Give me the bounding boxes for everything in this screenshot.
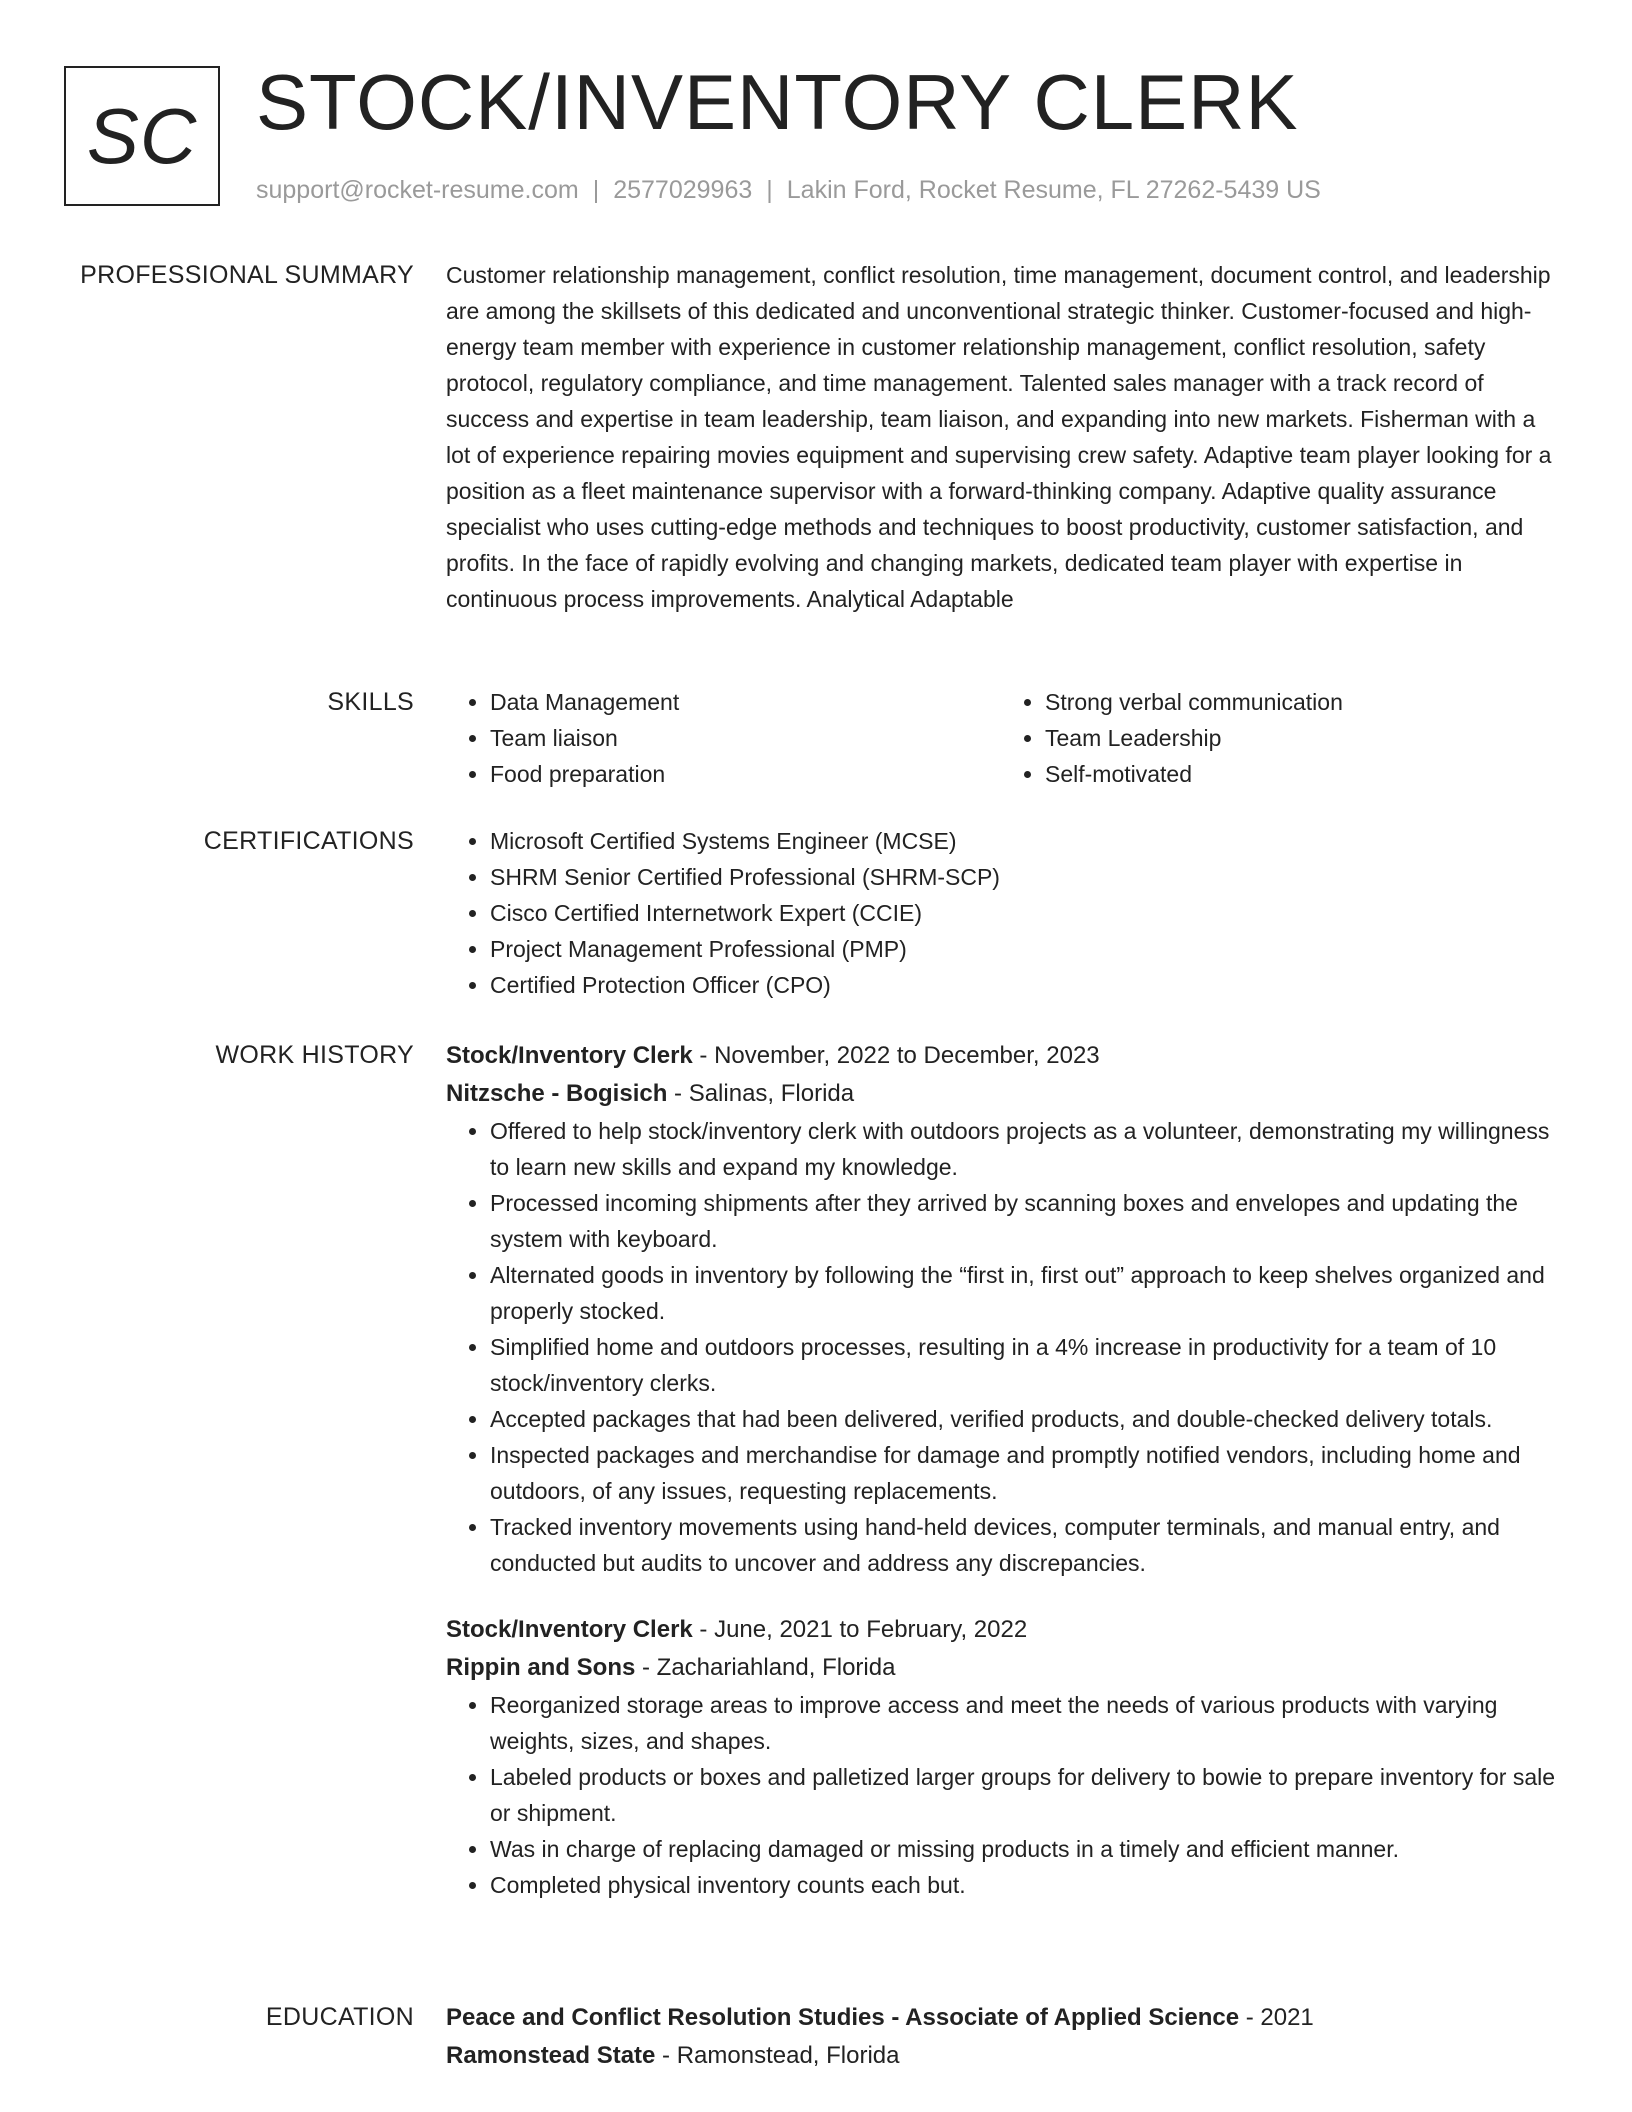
certification-item: • Certified Protection Officer (CPO) <box>490 967 1556 1003</box>
education-body <box>446 1999 1556 2075</box>
job-company-line <box>446 1075 1556 1113</box>
job-bullet: • Was in charge of replacing damaged or missing products in a timely and efficient manner. <box>490 1831 1556 1867</box>
contact-address: Lakin Ford, Rocket Resume, FL 27262-5439 US <box>786 176 1321 204</box>
job-location: - Zachariahland, Florida <box>635 1654 896 1681</box>
job-bullet: • Inspected packages and merchandise for damage and promptly notified vendors, including home and outdoors, of any issues, requesting replacements. <box>490 1437 1556 1509</box>
job-title: Stock/Inventory Clerk <box>446 1616 693 1643</box>
education-school-line <box>446 2037 1556 2075</box>
skill-item: • Data Management <box>490 684 1001 720</box>
job-entry <box>446 1037 1556 1581</box>
job-bullets <box>446 1113 1556 1581</box>
summary-label: PROFESSIONAL SUMMARY <box>80 261 414 289</box>
job-entry <box>446 1611 1556 1903</box>
summary-text: Customer relationship management, conflict resolution, time management, document control, and leadership are among the skillsets of this dedicated and unconventional strategic thinker. Customer-focused and high-energy team member with experience in customer relationship management, conflict resolution, safety protocol, regulatory compliance, and time management. Talented sales manager with a track record of success and expertise in team leadership, team liaison, and expanding into new markets. Fisherman with a lot of experience repairing movies equipment and supervising crew safety. Adaptive team player looking for a position as a fleet maintenance supervisor with a forward-thinking company. Adaptive quality assurance specialist who uses cutting-edge methods and techniques to boost productivity, customer satisfaction, and profits. In the face of rapidly evolving and changing markets, dedicated team player with expertise in continuous process improvements. Analytical Adaptable <box>446 262 1552 612</box>
job-bullet: • Alternated goods in inventory by following the “first in, first out” approach to keep shelves organized and properly stocked. <box>490 1257 1556 1329</box>
skill-item: • Strong verbal communication <box>1045 684 1556 720</box>
job-company: Nitzsche - Bogisich <box>446 1080 668 1107</box>
certifications-body <box>446 823 1556 1003</box>
certifications-label: CERTIFICATIONS <box>203 827 414 855</box>
job-title-line <box>446 1037 1556 1075</box>
skill-item: • Food preparation <box>490 756 1001 792</box>
certification-item: • Project Management Professional (PMP) <box>490 931 1556 967</box>
job-bullet: • Tracked inventory movements using hand-held devices, computer terminals, and manual entry, and conducted but audits to uncover and address any discrepancies. <box>490 1509 1556 1581</box>
certifications-list <box>446 823 1556 1003</box>
contact-email: support@rocket-resume.com <box>256 176 579 204</box>
job-location: - Salinas, Florida <box>667 1080 855 1107</box>
education-degree: Peace and Conflict Resolution Studies - Associate of Applied Science <box>446 2004 1240 2031</box>
skills-label: SKILLS <box>327 688 414 716</box>
contact-separator: | <box>592 176 600 204</box>
monogram-box <box>64 66 220 206</box>
job-company-line <box>446 1649 1556 1687</box>
certification-item: • Cisco Certified Internetwork Expert (CCIE) <box>490 895 1556 931</box>
job-bullet: • Processed incoming shipments after they arrived by scanning boxes and envelopes and updating the system with keyboard. <box>490 1185 1556 1257</box>
job-bullet: • Accepted packages that had been delivered, verified products, and double-checked delivery totals. <box>490 1401 1556 1437</box>
work-history-body <box>446 1037 1556 1903</box>
education-label: EDUCATION <box>265 2003 414 2031</box>
job-dates: - November, 2022 to December, 2023 <box>692 1042 1100 1069</box>
contact-phone: 2577029963 <box>613 176 753 204</box>
monogram-initials: SC <box>86 91 198 180</box>
contact-separator: | <box>766 176 773 204</box>
education-degree-line <box>446 1999 1556 2037</box>
skills-column-1 <box>446 684 1001 792</box>
work-history-label: WORK HISTORY <box>215 1041 414 1069</box>
summary-body <box>446 257 1556 617</box>
skill-item: • Self-motivated <box>1045 756 1556 792</box>
resume-title: STOCK/INVENTORY CLERK <box>256 58 1299 146</box>
skill-item: • Team liaison <box>490 720 1001 756</box>
job-company: Rippin and Sons <box>446 1654 636 1681</box>
job-bullet: • Simplified home and outdoors processes, resulting in a 4% increase in productivity for a team of 10 stock/inventory clerks. <box>490 1329 1556 1401</box>
education-location: - Ramonstead, Florida <box>655 2042 900 2069</box>
education-school: Ramonstead State <box>446 2042 656 2069</box>
job-bullet: • Labeled products or boxes and palletized larger groups for delivery to bowie to prepare inventory for sale or shipment. <box>490 1759 1556 1831</box>
job-title: Stock/Inventory Clerk <box>446 1042 693 1069</box>
job-bullet: • Completed physical inventory counts each but. <box>490 1867 1556 1903</box>
job-title-line <box>446 1611 1556 1649</box>
certification-item: • Microsoft Certified Systems Engineer (MCSE) <box>490 823 1556 859</box>
skill-item: • Team Leadership <box>1045 720 1556 756</box>
contact-line <box>256 174 1321 206</box>
certification-item: • SHRM Senior Certified Professional (SHRM-SCP) <box>490 859 1556 895</box>
skills-column-2 <box>1001 684 1556 792</box>
education-year: - 2021 <box>1239 2004 1314 2031</box>
skills-body <box>446 684 1556 792</box>
job-bullets <box>446 1687 1556 1903</box>
job-dates: - June, 2021 to February, 2022 <box>692 1616 1028 1643</box>
job-bullet: • Offered to help stock/inventory clerk with outdoors projects as a volunteer, demonstrating my willingness to learn new skills and expand my knowledge. <box>490 1113 1556 1185</box>
job-bullet: • Reorganized storage areas to improve access and meet the needs of various products with varying weights, sizes, and shapes. <box>490 1687 1556 1759</box>
